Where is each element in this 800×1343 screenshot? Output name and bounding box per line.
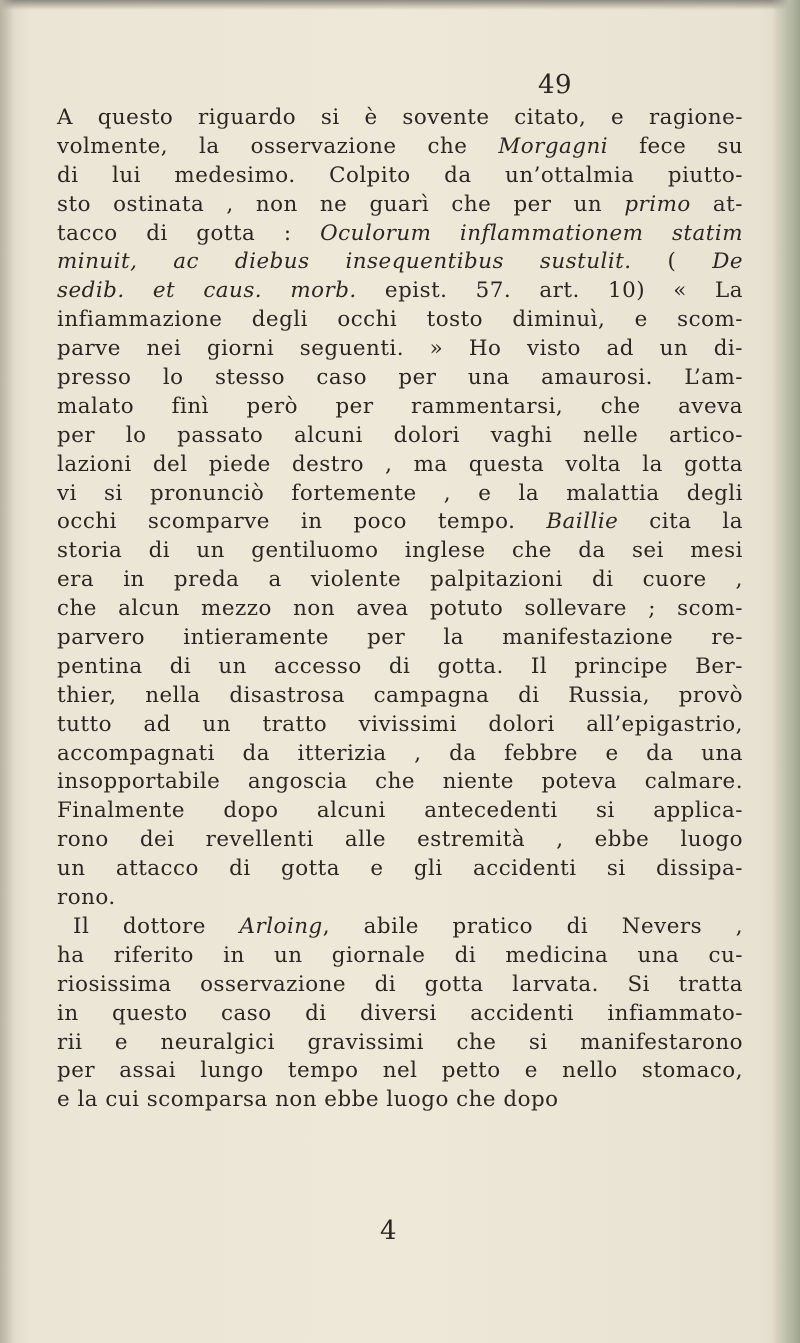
text-line [57, 624, 743, 653]
text-segment: per lo passato alcuni dolori vaghi nelle artico- [57, 422, 743, 448]
signature-mark: 4 [380, 1216, 397, 1246]
text-line [57, 768, 743, 797]
text-segment: A questo riguardo si è sovente citato, e ragione- [57, 105, 743, 130]
text-segment: volmente, la osservazione che [57, 133, 499, 159]
page-right-edge [772, 0, 800, 1343]
text-segment: fece su [608, 133, 743, 159]
text-line [57, 740, 743, 769]
text-segment: epist. 57. art. 10) « La [356, 278, 743, 304]
text-segment: vi si pronunciò fortemente , e la malattia degli [57, 480, 743, 506]
text-segment: per assai lungo tempo nel petto e nello stomaco, [57, 1058, 743, 1084]
text-segment: cita la [618, 509, 743, 535]
text-line [57, 1000, 743, 1029]
text-line [57, 220, 743, 249]
text-segment: at- [690, 191, 743, 217]
italic-text: sedib. et caus. morb. [57, 278, 357, 304]
text-line [57, 393, 743, 422]
italic-text: Baillie [546, 509, 619, 535]
text-segment: parvero intieramente per la manifestazione re- [57, 625, 743, 651]
italic-text: minuit, ac diebus insequentibus sustulit. [57, 249, 632, 275]
text-segment: insopportabile angoscia che niente poteva calmare. [57, 769, 743, 795]
italic-text: Oculorum inflammationem statim [320, 220, 743, 246]
text-line [57, 162, 743, 191]
text-line [57, 595, 743, 624]
text-line [57, 277, 743, 306]
text-segment: in questo caso di diversi accidenti infiammato- [57, 1000, 743, 1026]
text-line [57, 653, 743, 682]
body-text [57, 104, 743, 1115]
text-segment: ha riferito in un giornale di medicina una cu- [57, 942, 743, 968]
text-segment: un attacco di gotta e gli accidenti si dissipa- [57, 856, 743, 882]
italic-text: primo [624, 191, 691, 217]
text-line [57, 913, 743, 942]
text-line [57, 335, 743, 364]
text-line [57, 191, 743, 220]
paragraph-container [57, 104, 743, 1115]
text-line [57, 248, 743, 277]
text-segment: rono. [57, 885, 116, 911]
text-line [57, 364, 743, 393]
text-line [57, 971, 743, 1000]
italic-text: Arloing [239, 913, 323, 939]
text-line [57, 855, 743, 884]
text-line [57, 711, 743, 740]
text-segment: di lui medesimo. Colpito da un’ottalmia piutto- [57, 162, 743, 188]
text-segment: Finalmente dopo alcuni antecedenti si applica- [57, 798, 743, 824]
text-segment: occhi scomparve in poco tempo. [57, 509, 547, 535]
text-line [57, 104, 743, 133]
italic-text: De [712, 249, 743, 275]
text-line [57, 797, 743, 826]
text-segment: lazioni del piede destro , ma questa volta la gotta [57, 451, 743, 477]
text-segment: presso lo stesso caso per una amaurosi. L’am- [57, 365, 743, 391]
text-line [57, 1086, 743, 1115]
italic-text: Morgagni [498, 133, 609, 159]
text-line [57, 826, 743, 855]
text-line [57, 1057, 743, 1086]
text-segment: ( [631, 249, 713, 275]
page-top-shadow [0, 0, 800, 10]
text-segment: sto ostinata , non ne guarì che per un [57, 191, 625, 217]
text-segment: infiammazione degli occhi tosto diminuì, e scom- [57, 307, 743, 333]
text-segment: rono dei revellenti alle estremità , ebbe luogo [57, 827, 743, 853]
text-segment: tutto ad un tratto vivissimi dolori all’epigastrio, [57, 711, 743, 737]
page-left-edge [0, 0, 14, 1343]
text-segment: thier, nella disastrosa campagna di Russia, provò [57, 682, 743, 708]
text-segment: malato finì però per rammentarsi, che aveva [57, 393, 743, 419]
text-segment: parve nei giorni seguenti. » Ho visto ad un di- [57, 336, 743, 362]
text-segment: , abile pratico di Nevers , [322, 913, 743, 939]
text-segment: rii e neuralgici gravissimi che si manifestarono [57, 1029, 743, 1055]
text-line [57, 480, 743, 509]
text-segment: accompagnati da itterizia , da febbre e da una [57, 740, 743, 766]
text-line [57, 451, 743, 480]
text-segment: Il dottore [73, 913, 240, 939]
text-line [57, 508, 743, 537]
text-line [57, 306, 743, 335]
page-number: 49 [538, 70, 573, 100]
text-line [57, 133, 743, 162]
text-segment: e la cui scomparsa non ebbe luogo che dopo [57, 1087, 559, 1113]
text-line [57, 884, 743, 913]
text-line [57, 1029, 743, 1058]
text-line [57, 566, 743, 595]
text-segment: che alcun mezzo non avea potuto sollevare ; scom- [57, 596, 743, 622]
text-segment: riosissima osservazione di gotta larvata. Si tratta [57, 971, 743, 997]
text-line [57, 422, 743, 451]
text-segment: era in preda a violente palpitazioni di cuore , [57, 567, 743, 593]
text-segment: storia di un gentiluomo inglese che da sei mesi [57, 538, 743, 564]
text-segment: pentina di un accesso di gotta. Il principe Ber- [57, 653, 743, 679]
text-line [57, 942, 743, 971]
text-line [57, 537, 743, 566]
text-line [57, 682, 743, 711]
text-segment: tacco di gotta : [57, 220, 321, 246]
